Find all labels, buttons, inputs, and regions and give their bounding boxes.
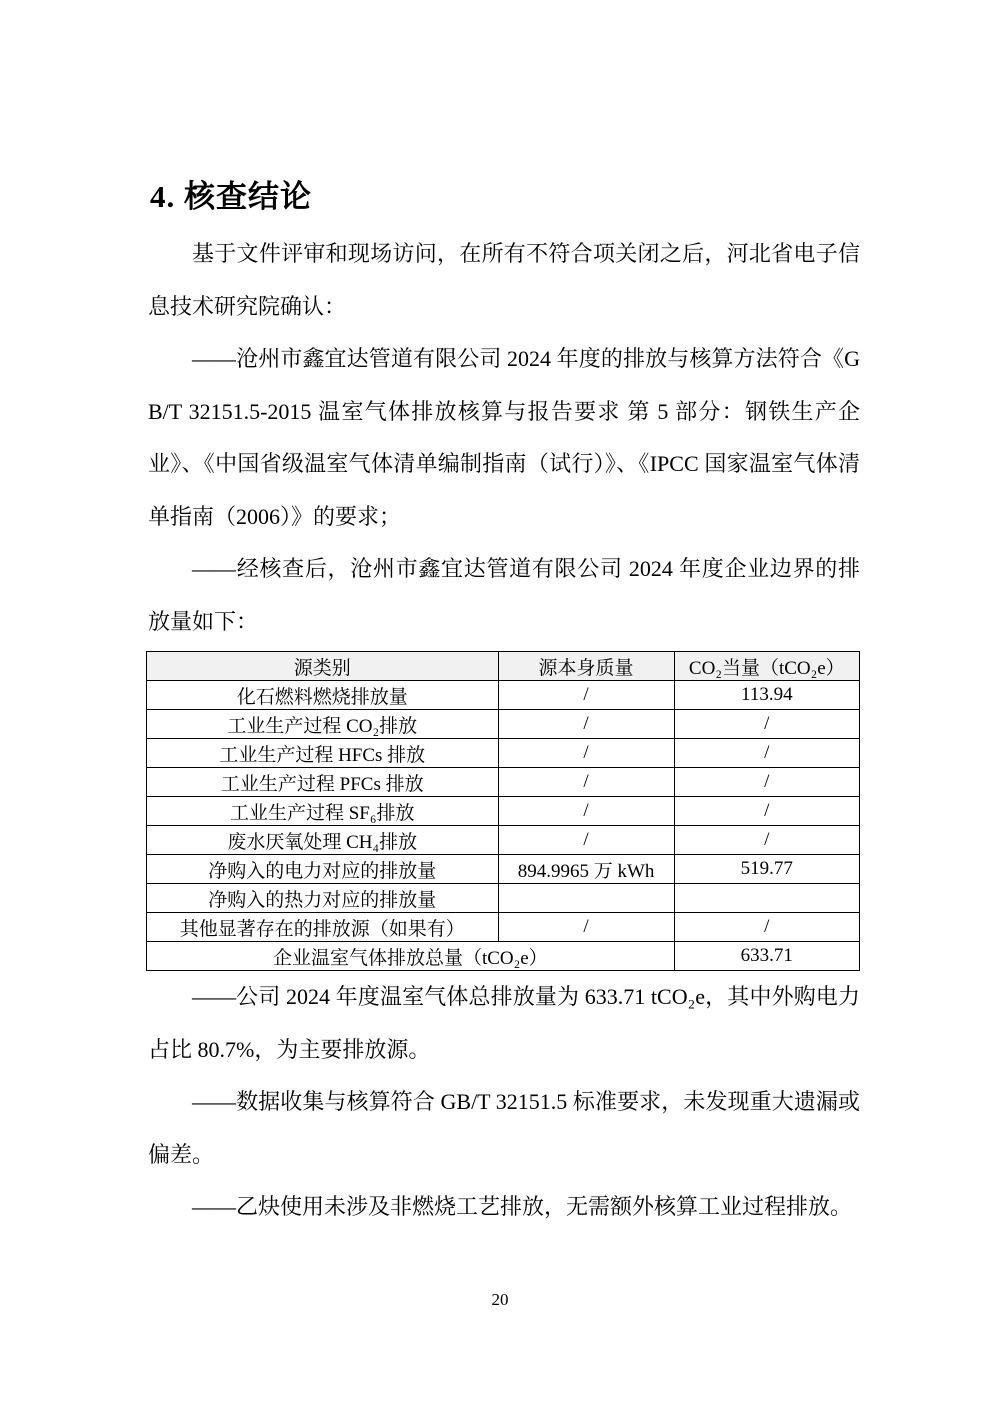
emissions-table — [146, 651, 860, 971]
table-row — [147, 681, 860, 710]
paragraph-methodology: ——沧州市鑫宜达管道有限公司 2024 年度的排放与核算方法符合《GB/T 32151.5-2015 温室气体排放核算与报告要求 第 5 部分：钢铁生产企业》、《中国省级温室气体清单编制指南（试行）》、《IPCC 国家温室气体清单指南（2006）》的要求； — [148, 346, 860, 529]
co2-equivalent-cell: / — [674, 710, 859, 739]
co2-equivalent-cell: / — [674, 826, 859, 855]
source-category-cell: 废水厌氧处理 CH₄排放 — [147, 826, 499, 855]
source-mass-cell: / — [498, 681, 674, 710]
source-mass-cell: 894.9965 万 kWh — [498, 855, 674, 884]
co2-equivalent-cell: / — [674, 768, 859, 797]
header-row — [147, 652, 860, 681]
source-mass-cell: / — [498, 739, 674, 768]
emissions-table-body — [147, 681, 860, 971]
paragraph-acetylene: ——乙炔使用未涉及非燃烧工艺排放，无需额外核算工业过程排放。 — [192, 1194, 853, 1219]
table-total-row — [147, 942, 860, 971]
page-content — [148, 0, 860, 1234]
co2-equivalent-cell — [674, 884, 859, 913]
source-category-cell: 工业生产过程 HFCs 排放 — [147, 739, 499, 768]
table-row — [147, 797, 860, 826]
header-source-mass: 源本身质量 — [498, 652, 674, 681]
table-row — [147, 710, 860, 739]
co2-equivalent-cell: / — [674, 739, 859, 768]
source-category-cell: 工业生产过程 PFCs 排放 — [147, 768, 499, 797]
emissions-table-header — [147, 652, 860, 681]
table-row — [147, 826, 860, 855]
section-heading: 4. 核查结论 — [150, 179, 312, 214]
paragraph-boundary: ——经核查后，沧州市鑫宜达管道有限公司 2024 年度企业边界的排放量如下： — [148, 556, 860, 634]
source-mass-cell: / — [498, 826, 674, 855]
table-row — [147, 884, 860, 913]
source-mass-cell: / — [498, 797, 674, 826]
source-category-cell: 化石燃料燃烧排放量 — [147, 681, 499, 710]
page-number: 20 — [491, 1290, 509, 1309]
header-co2-equivalent: CO₂当量（tCO₂e） — [674, 652, 859, 681]
source-mass-cell: / — [498, 913, 674, 942]
total-label-cell: 企业温室气体排放总量（tCO₂e） — [147, 942, 675, 971]
source-category-cell: 工业生产过程 CO₂排放 — [147, 710, 499, 739]
source-category-cell: 其他显著存在的排放源（如果有） — [147, 913, 499, 942]
co2-equivalent-cell: / — [674, 797, 859, 826]
paragraph-intro: 基于文件评审和现场访问，在所有不符合项关闭之后，河北省电子信息技术研究院确认： — [148, 241, 860, 319]
source-mass-cell — [498, 884, 674, 913]
table-row — [147, 768, 860, 797]
source-category-cell: 净购入的电力对应的排放量 — [147, 855, 499, 884]
source-mass-cell: / — [498, 710, 674, 739]
co2-equivalent-cell: / — [674, 913, 859, 942]
source-mass-cell: / — [498, 768, 674, 797]
table-row — [147, 913, 860, 942]
paragraph-total-emissions: ——公司 2024 年度温室气体总排放量为 633.71 tCO₂e，其中外购电力占比 80.7%，为主要排放源。 — [148, 984, 860, 1062]
paragraph-data-collection: ——数据收集与核算符合 GB/T 32151.5 标准要求，未发现重大遗漏或偏差。 — [148, 1089, 860, 1167]
total-value-cell: 633.71 — [674, 942, 859, 971]
header-source-category: 源类别 — [147, 652, 499, 681]
table-row — [147, 739, 860, 768]
source-category-cell: 工业生产过程 SF₆排放 — [147, 797, 499, 826]
source-category-cell: 净购入的热力对应的排放量 — [147, 884, 499, 913]
co2-equivalent-cell: 113.94 — [674, 681, 859, 710]
co2-equivalent-cell: 519.77 — [674, 855, 859, 884]
table-row — [147, 855, 860, 884]
